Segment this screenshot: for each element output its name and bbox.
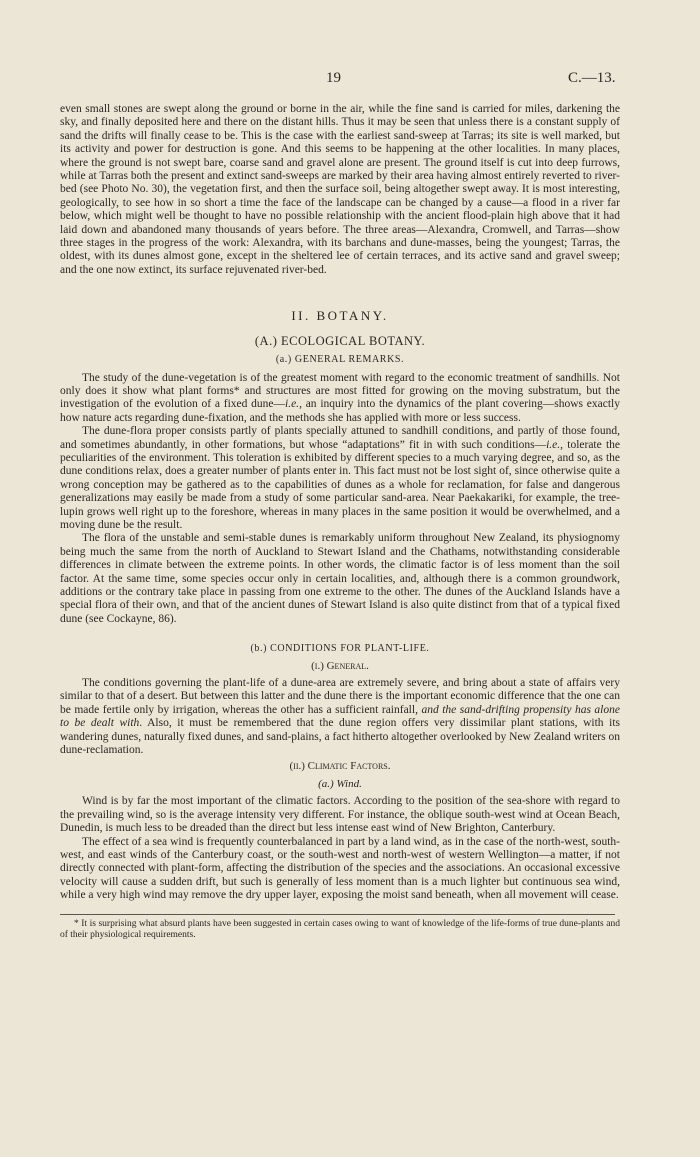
conditions-paragraph-1: The conditions governing the plant-life of a dune-area are extremely severe, and bring about a state of affairs very similar to that of a desert. But between this latter and the dune there is the important economic difference that the one can be made fertile only by irrigation, whereas the other has a sufficient rainfall, and the sand-drifting propensity has alone to be dealt with. Also, it must be remembered that the dune region offers very dissimilar plant stations, with its wandering dunes, naturally fixed dunes, and sand-plains, a fact hitherto altogether overlooked by New Zealand writers on dune-reclamation. — [60, 677, 620, 757]
page-body — [60, 103, 620, 941]
page-number: 19 — [326, 70, 341, 86]
page-header — [0, 70, 700, 90]
general-remarks-paragraph-2: The dune-flora proper consists partly of plants specially attuned to sandhill conditions, and partly of those found, and sometimes abundantly, in other formations, but whose “adaptations” fit in with such conditions—i.e., tolerate the peculiarities of the environment. This toleration is exhibited by different species to a much varying degree, and so, as the dune conditions relax, does a greater number of plants enter in. This fact must not be lost sight of, since otherwise quite a wrong conception may be gathered as to the capabilities of dunes as a whole for reclamation, for false and dangerous generalizations may easily be made from a study of some particular sand-area. Near Paekakariki, for example, the tree-lupin grows well right up to the foreshore, whereas in many places in the same position it would be overwhelmed, and a moving dune be the result. — [60, 425, 621, 531]
subsection-title: (A.) ECOLOGICAL BOTANY. — [254, 333, 426, 348]
conditions-heading: (b.) CONDITIONS FOR PLANT-LIFE. — [250, 643, 430, 655]
general-remarks-paragraph-1: The study of the dune-vegetation is of the greatest moment with regard to the economic treatment of sandhills. Not only does it show what plant forms* and structures are most fitted for growing on the moving substratum, but the investigation of the evolution of a fixed dune—i.e., an inquiry into the dynamics of the plant covering—shows exactly how nature acts regarding dune-fixation, and the methods she has applied with more or less success. — [60, 371, 620, 424]
footnote-divider — [60, 914, 615, 915]
general-conditions-heading: (i.) General. — [311, 659, 369, 672]
section-title: II. BOTANY. — [291, 308, 389, 324]
general-remarks-paragraph-3: The flora of the unstable and semi-stable dunes is remarkably uniform throughout New Zealand, its physiognomy being much the same from the north of Auckland to Stewart Island and the Chathams, notwithstanding considerable differences in climate between the extreme points. In other words, the climatic factor is of less moment than the soil factor. At the same time, some species occur only in certain localities, and, although there is a common groundwork, additions or the contrary take place in passing from one extreme to the other. The dunes of the Auckland Islands have a special flora of their own, and that of the ancient dunes of Stewart Island is also quite distinct from that of a typical fixed dune (see Cockayne, 86). — [60, 532, 620, 625]
climatic-factors-heading: (ii.) Climatic Factors. — [289, 760, 391, 773]
document-reference: C.—13. — [568, 70, 616, 86]
footnote: * It is surprising what absurd plants have been suggested in certain cases owing to want of knowledge of the life-forms of true dune-plants and of their physiological requirements. — [60, 918, 620, 940]
intro-paragraph: even small stones are swept along the ground or borne in the air, while the fine sand is carried for miles, darkening the sky, and finally deposited here and there on the distant hills. Thus it may be seen that unless there is a constant supply of sand the drifts will finally cease to be. This is the case with the earliest sand-sweep at Tarras; its site is well marked, but its activity and power for destruction is gone. And this seems to be happening at the other localities. In many places, where the ground is not swept bare, coarse sand and gravel alone are present. The ground itself is cut into deep furrows, while at Tarras both the present and extinct sand-sweeps are marked by their area having almost entirely reverted to river-bed (see Photo No. 30), the vegetation first, and then the surface soil, being altogether swept away. It is most interesting, geologically, to see how in so short a time the face of the landscape can be changed by a cause—a flood in a river far below, which might well be thought to have no possible relationship with the ancient flood-plain high above that it had laid down and abandoned many thousands of years before. The three areas—Alexandra, Cromwell, and Tarras—show three stages in the progress of the work: Alexandra, with its barchans and dune-masses, being the youngest; Tarras, the oldest, with its dunes almost gone, except in the sheltered lee of certain terraces, and its active sand and gravel sweep; and the one now extinct, its surface rejuvenated river-bed. — [60, 103, 620, 276]
wind-paragraph-1: Wind is by far the most important of the climatic factors. According to the position of the sea-shore with regard to the prevailing wind, so is the average intensity very different. For instance, the oblique south-west wind at Ocean Beach, Dunedin, is much less to be dreaded than the direct but less intense east wind of New Brighton, Canterbury. — [60, 795, 620, 835]
wind-paragraph-2: The effect of a sea wind is frequently counterbalanced in part by a land wind, as in the case of the north-west, south-west, and east winds of the Canterbury coast, or the south-west and north-west of western Wellington—a matter, if not directly connected with plant-form, affecting the distribution of the species and the associations. An occasional excessive velocity will cause a sudden drift, but such is generally of less moment than is a much lighter but continuous sea wind, while a very high wind may remove the dry upper layer, exposing the moist sand beneath, when all movement will cease. — [60, 835, 620, 902]
wind-heading: (a.) Wind. — [318, 777, 362, 790]
general-remarks-heading: (a.) GENERAL REMARKS. — [275, 354, 405, 366]
